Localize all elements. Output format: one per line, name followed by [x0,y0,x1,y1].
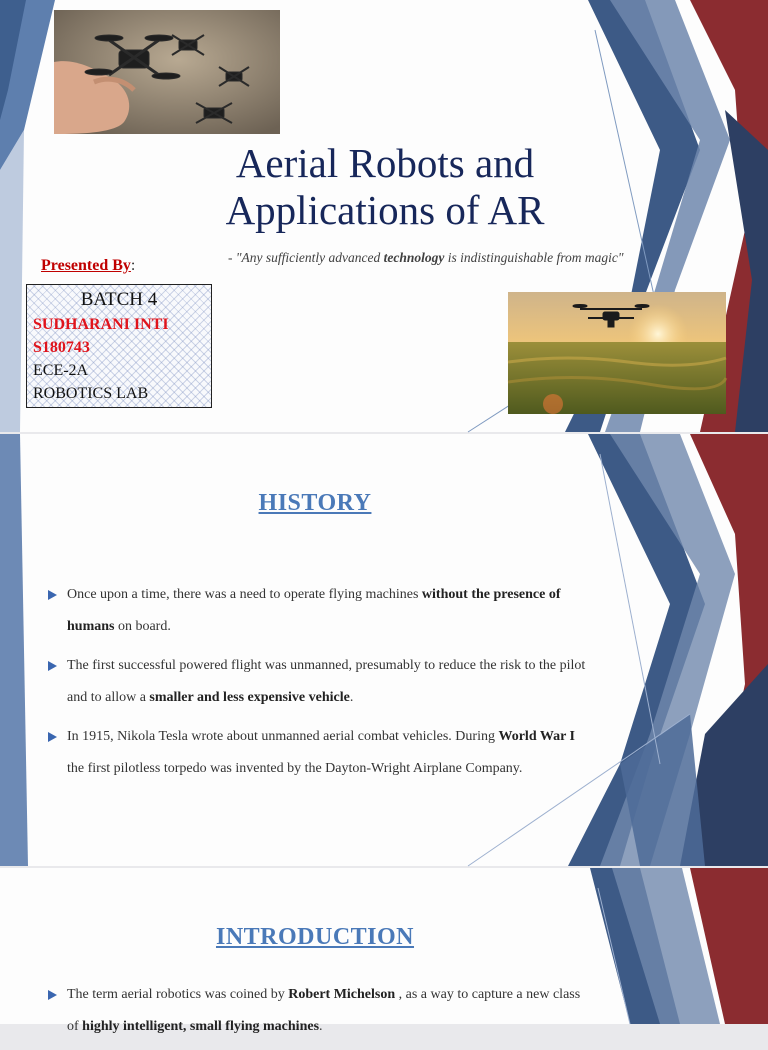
bullet-text: . [349,690,354,705]
introduction-bullet-list [48,979,588,1050]
student-id: S180743 [33,339,90,356]
bullet-text: . [319,1019,323,1034]
bullet-bold-text: highly intelligent, small flying machines [82,1019,320,1034]
list-item [48,650,588,714]
bullet-bold-text: Robert Michelson [288,987,396,1002]
list-item [48,721,588,785]
quote-text [228,250,698,266]
presented-by-colon: : [130,257,136,274]
slide-title-heading: Aerial Robots and Applications of AR [225,140,545,233]
history-bullet-list [48,579,588,792]
presented-by-label: Presented By [41,257,131,274]
list-item [48,579,588,643]
batch-info-box [26,284,212,408]
batch-heading: BATCH 4 [80,289,158,310]
bullet-bold-text: without the presence of humans [67,587,561,634]
bullet-text: the first pilotless torpedo was invented by the Dayton-Wright Airplane Company. [67,761,523,776]
bullet-text: on board. [114,619,171,634]
history-heading: HISTORY [258,490,372,516]
quote-suffix: is indistinguishable from magic" [444,250,624,265]
bullet-text: The term aerial robotics was coined by [67,987,289,1002]
presented-by [41,257,135,275]
quote-prefix: - "Any sufficiently advanced [228,250,384,265]
drone-field-photo [508,292,726,414]
drones-photo [54,10,280,134]
bullet-text: , as a way to capture a new class of [67,987,581,1034]
bullet-arrow-icon [48,732,57,742]
bullet-arrow-icon [48,990,57,1000]
slide-history [0,434,768,866]
lab-name: ROBOTICS LAB [33,385,149,402]
bullet-text: In 1915, Nikola Tesla wrote about unmanned aerial combat vehicles. During [67,729,499,744]
bullet-text: The first successful powered flight was unmanned, presumably to reduce the risk to the pilot and to allow a [67,658,586,705]
bullet-arrow-icon [48,590,57,600]
slide-title [0,0,768,432]
bullet-text: Once upon a time, there was a need to operate flying machines [67,587,422,602]
list-item [48,979,588,1043]
bullet-bold-text: smaller and less expensive vehicle [149,690,350,705]
bullet-bold-text: World War I [498,729,575,744]
student-name: SUDHARANI INTI [33,316,169,333]
introduction-heading: INTRODUCTION [215,924,415,950]
slide-introduction [0,868,768,1034]
quote-bold: technology [383,250,445,265]
student-class: ECE-2A [33,362,89,379]
bullet-arrow-icon [48,661,57,671]
